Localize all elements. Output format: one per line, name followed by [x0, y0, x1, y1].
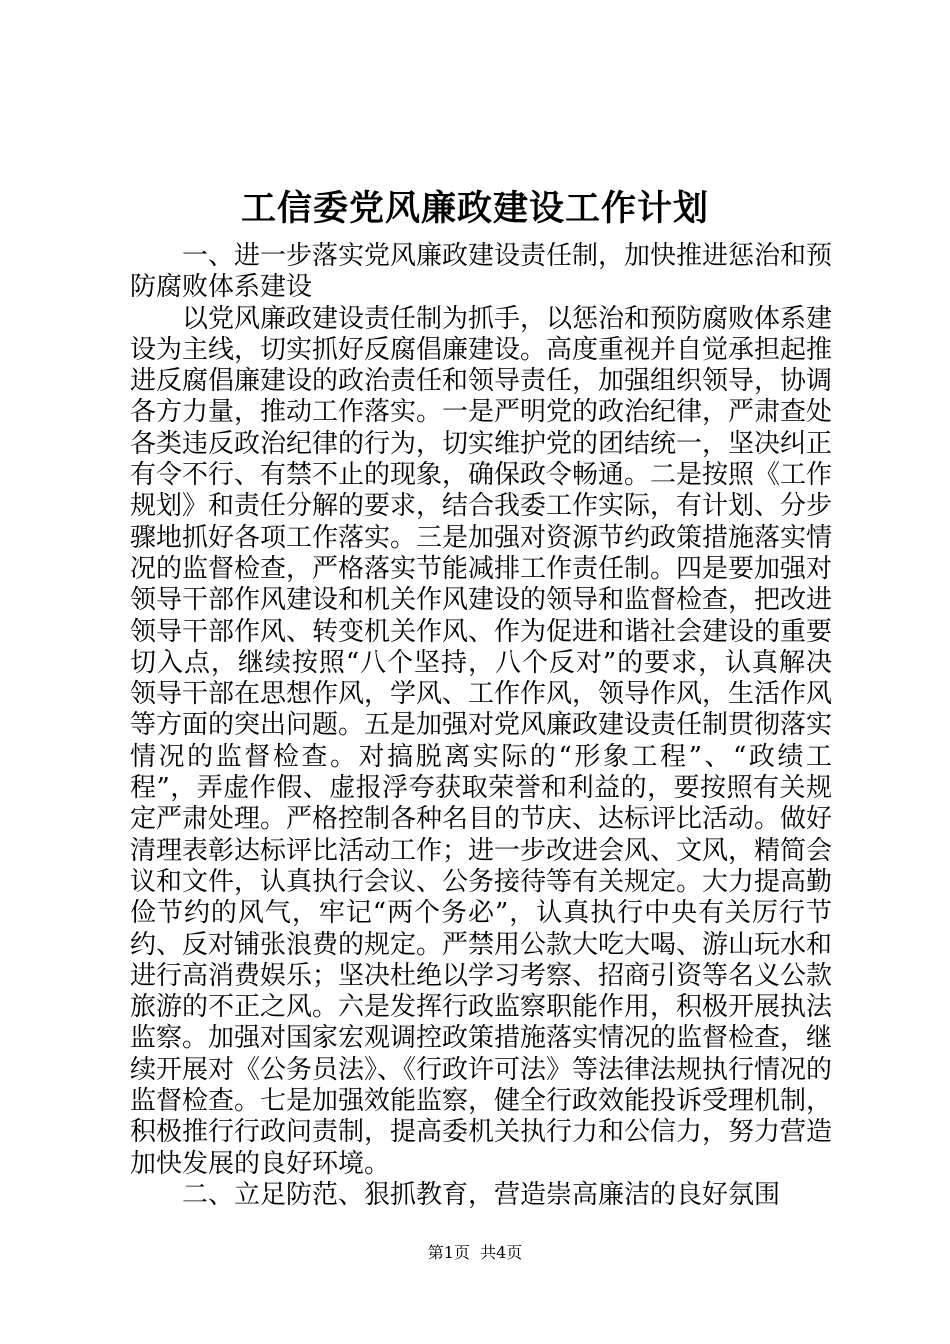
section-heading-1: 一、进一步落实党风廉政建设责任制，加快推进惩治和预防腐败体系建设 [130, 241, 833, 303]
document-title: 工信委党风廉政建设工作计划 [240, 188, 709, 229]
footer-separator [470, 1243, 480, 1262]
body-paragraph: 以党风廉政建设责任制为抓手，以惩治和预防腐败体系建设为主线，切实抓好反腐倡廉建设。高度重视并自觉承担起推进反腐倡廉建设的政治责任和领导责任，加强组织领导，协调各方力量，推动工作落实。一是严明党的政治纪律，严肃查处各类违反政治纪律的行为，切实维护党的团结统一，坚决纠正有令不行、有禁不止的现象，确保政令畅通。二是按照《工作规划》和责任分解的要求，结合我委工作实际，有计划、分步骤地抓好各项工作落实。三是加强对资源节约政策措施落实情况的监督检查，严格落实节能减排工作责任制。四是要加强对领导干部作风建设和机关作风建设的领导和监督检查，把改进领导干部作风、转变机关作风、作为促进和谐社会建设的重要切入点，继续按照“八个坚持，八个反对”的要求，认真解决领导干部在思想作风，学风、工作作风，领导作风，生活作风等方面的突出问题。五是加强对党风廉政建设责任制贯彻落实情况的监督检查。对搞脱离实际的“形象工程”、“政绩工程”，弄虚作假、虚报浮夸获取荣誉和利益的，要按照有关规定严肃处理。严格控制各种名目的节庆、达标评比活动。做好清理表彰达标评比活动工作；进一步改进会风、文风，精简会议和文件，认真执行会议、公务接待等有关规定。大力提高勤俭节约的风气，牢记“两个务必”，认真执行中央有关厉行节约、反对铺张浪费的规定。严禁用公款大吃大喝、游山玩水和进行高消费娱乐；坚决杜绝以学习考察、招商引资等名义公款旅游的不正之风。六是发挥行政监察职能作用，积极开展执法监察。加强对国家宏观调控政策措施落实情况的监督检查，继续开展对《公务员法》、《行政许可法》等法律法规执行情况的监督检查。七是加强效能监察，健全行政效能投诉受理机制，积极推行行政问责制，提高委机关执行力和公信力，努力营造加快发展的良好环境。 [130, 303, 833, 1179]
document-body [130, 241, 832, 1211]
page-number: 第1页 [427, 1243, 470, 1262]
page-footer [0, 1243, 950, 1263]
page-total: 共4页 [480, 1243, 523, 1262]
section-heading-2: 二、立足防范、狠抓教育，营造崇高廉洁的良好氛围 [182, 1179, 781, 1210]
